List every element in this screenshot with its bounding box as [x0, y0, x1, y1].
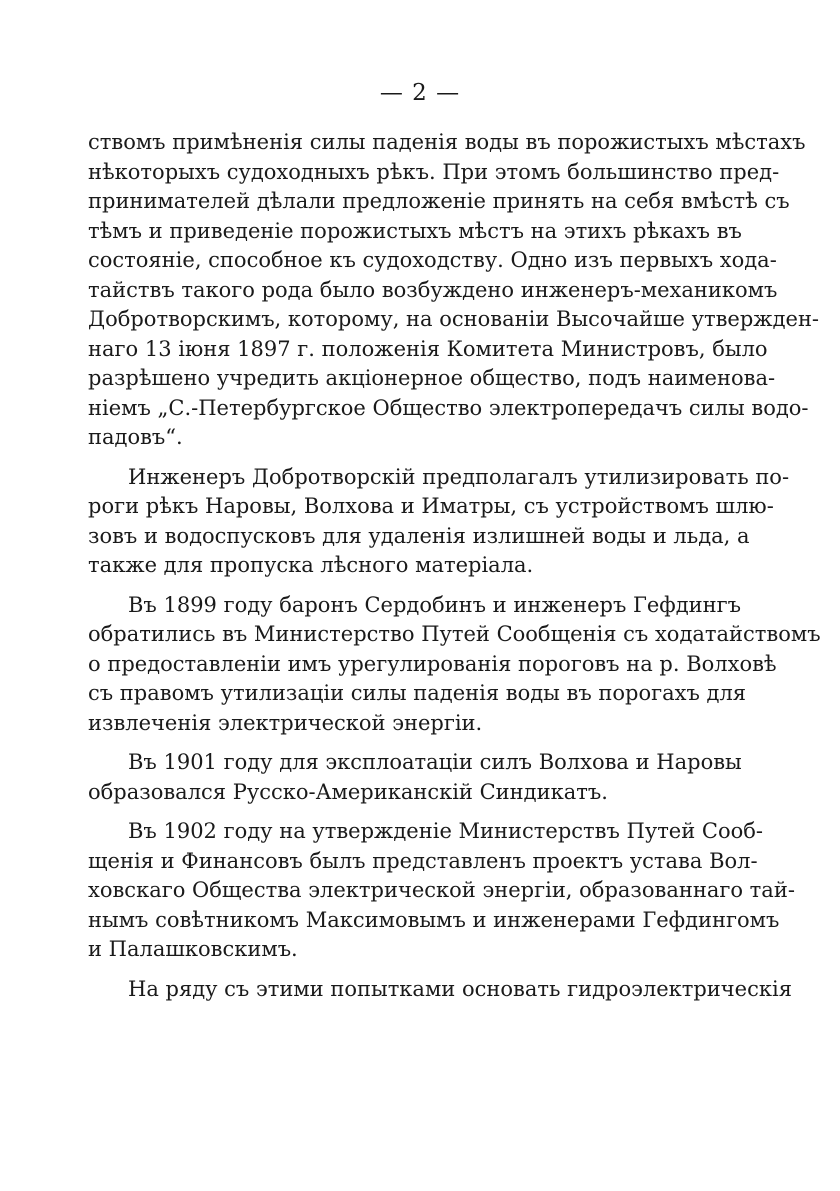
text-line: о предоставленіи имъ урегулированія пороговъ на р. Волховѣ: [88, 652, 777, 676]
text-line: принимателей дѣлали предложеніе принять на себя вмѣстѣ съ: [88, 189, 790, 213]
text-line: ховскаго Общества электрической энергіи, образованнаго тай-: [88, 878, 795, 902]
text-line: Въ 1901 году для эксплоатаціи силъ Волхова и Наровы: [128, 750, 742, 774]
text-line: тайствъ такого рода было возбуждено инженеръ-механикомъ: [88, 278, 778, 302]
text-line: съ правомъ утилизаціи силы паденія воды въ порогахъ для: [88, 681, 747, 705]
text-line: и Палашковскимъ.: [88, 937, 298, 961]
text-line: состояніе, способное къ судоходству. Одно изъ первыхъ хода-: [88, 248, 777, 272]
text-line: Инженеръ Добротворскій предполагалъ утилизировать по-: [128, 465, 790, 489]
text-line: зовъ и водоспусковъ для удаленія излишней воды и льда, а: [88, 524, 750, 548]
text-line: извлеченія электрической энергіи.: [88, 711, 483, 735]
text-line: ніемъ „С.-Петербургское Общество электропередачъ силы водо-: [88, 396, 809, 420]
text-line: тѣмъ и приведеніе порожистыхъ мѣстъ на этихъ рѣкахъ въ: [88, 219, 742, 243]
text-line: ствомъ примѣненія силы паденія воды въ порожистыхъ мѣстахъ: [88, 130, 806, 154]
text-line: щенія и Финансовъ былъ представленъ проектъ устава Вол-: [88, 849, 758, 873]
text-line: разрѣшено учредить акціонерное общество, подъ наименова-: [88, 366, 776, 390]
page-number: — 2 —: [379, 80, 461, 106]
text-line: нѣкоторыхъ судоходныхъ рѣкъ. При этомъ большинство пред-: [88, 160, 780, 184]
text-line: Въ 1902 году на утвержденіе Министерствъ Путей Сооб-: [128, 819, 764, 843]
text-line: нымъ совѣтникомъ Максимовымъ и инженерами Гефдингомъ: [88, 908, 780, 932]
text-line: Добротворскимъ, которому, на основаніи Высочайше утвержден-: [88, 307, 820, 331]
text-line: наго 13 іюня 1897 г. положенія Комитета Министровъ, было: [88, 337, 768, 361]
text-line: обратились въ Министерство Путей Сообщенія съ ходатайствомъ: [88, 622, 821, 646]
text-line: На ряду съ этими попытками основать гидроэлектрическія: [128, 977, 792, 1001]
text-line: Въ 1899 году баронъ Сердобинъ и инженеръ Гефдингъ: [128, 593, 742, 617]
text-line: роги рѣкъ Наровы, Волхова и Иматры, съ устройствомъ шлю-: [88, 494, 774, 518]
text-line: также для пропуска лѣсного матеріала.: [88, 553, 534, 577]
text-line: образовался Русско-Американскій Синдикатъ.: [88, 780, 608, 804]
text-line: падовъ“.: [88, 425, 183, 449]
